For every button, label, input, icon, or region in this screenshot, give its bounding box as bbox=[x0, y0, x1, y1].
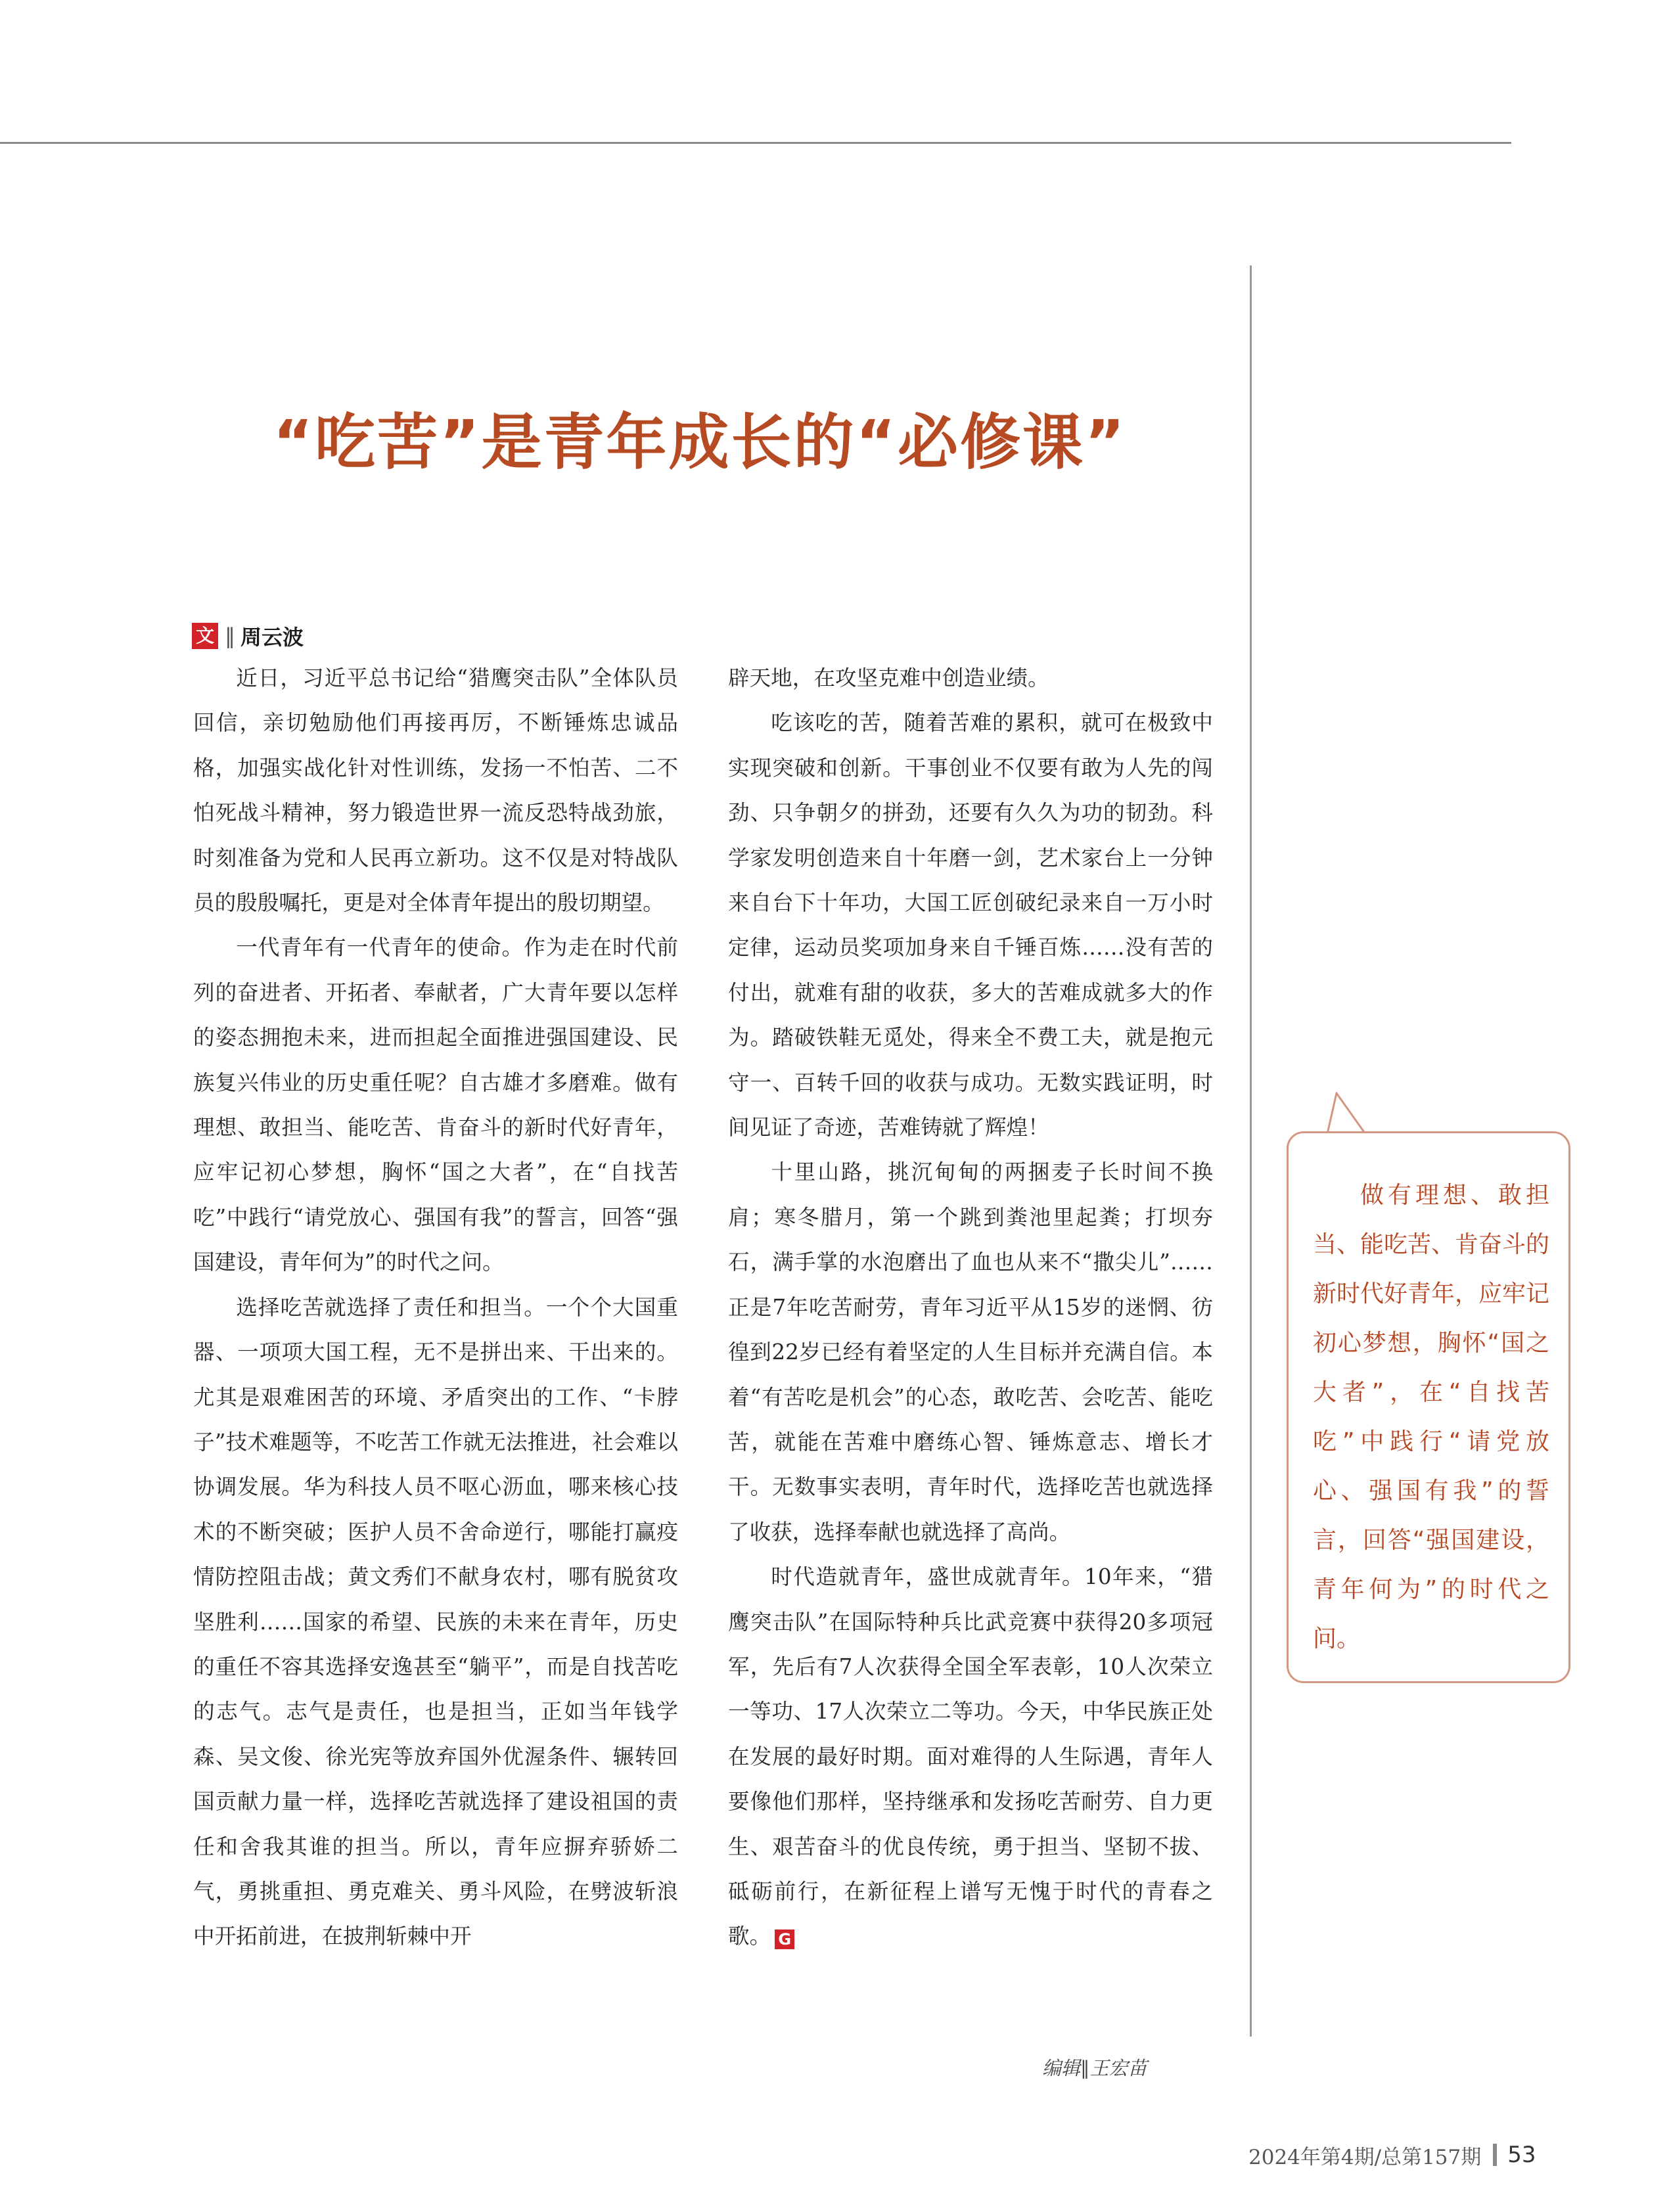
end-mark-icon: G bbox=[775, 1930, 794, 1949]
page-number: 53 bbox=[1507, 2142, 1536, 2168]
last-paragraph-text: 时代造就青年，盛世成就青年。10年来，“猎鹰突击队”在国际特种兵比武竞赛中获得20多项冠军，先后有7人次获得全国全军表彰，10人次荣立一等功、17人次荣立二等功。今天，中华民族正处在发展的最好时期。面对难得的人生际遇，青年人要像他们那样，坚持继承和发扬吃苦耐劳、自力更生、艰苦奋斗的优良传统，勇于担当、坚韧不拔、砥砺前行，在新征程上谱写无愧于时代的青春之歌。 bbox=[728, 1564, 1213, 1949]
paragraph: 吃该吃的苦，随着苦难的累积，就可在极致中实现突破和创新。干事创业不仅要有敢为人先的闯劲、只争朝夕的拼劲，还要有久久为功的韧劲。科学家发明创造来自十年磨一剑，艺术家台上一分钟来自台下十年功，大国工匠创破纪录来自一万小时定律，运动员奖项加身来自千锤百炼……没有苦的付出，就难有甜的收获，多大的苦难成就多大的作为。踏破铁鞋无觅处，得来全不费工夫，就是抱元守一、百转千回的收获与成功。无数实践证明，时间见证了奇迹，苦难铸就了辉煌！ bbox=[728, 710, 1213, 1140]
article-title: “吃苦”是青年成长的“必修课” bbox=[273, 407, 1127, 478]
top-rule bbox=[0, 142, 1511, 144]
paragraph-continued: 辟天地，在攻坚克难中创造业绩。 bbox=[728, 666, 1049, 690]
editor-credit: 编辑∥王宏苗 bbox=[1042, 2057, 1147, 2079]
paragraph bbox=[728, 1554, 1213, 1959]
footer-divider bbox=[1493, 2144, 1497, 2166]
speech-bubble-tail-icon bbox=[1326, 1092, 1367, 1134]
body-column-right bbox=[728, 656, 1213, 1959]
paragraph: 近日，习近平总书记给“猎鹰突击队”全体队员回信，亲切勉励他们再接再厉，不断锤炼忠诚品格，加强实战化针对性训练，发扬一不怕苦、二不怕死战斗精神，努力锻造世界一流反恐特战劲旅，时刻准备为党和人民再立新功。这不仅是对特战队员的殷殷嘱托，更是对全体青年提出的殷切期望。 bbox=[193, 666, 678, 916]
byline bbox=[192, 621, 304, 650]
byline-tag-icon: 文 bbox=[192, 623, 218, 649]
paragraph: 十里山路，挑沉甸甸的两捆麦子长时间不换肩；寒冬腊月，第一个跳到粪池里起粪；打坝夯石，满手掌的水泡磨出了血也从来不“撒尖儿”……正是7年吃苦耐劳，青年习近平从15岁的迷惘、彷徨到22岁已经有着坚定的人生目标并充满自信。本着“有苦吃是机会”的心态，敢吃苦、会吃苦、能吃苦，就能在苦难中磨练心智、锤炼意志、增长才干。无数事实表明，青年时代，选择吃苦也就选择了收获，选择奉献也就选择了高尚。 bbox=[728, 1160, 1213, 1545]
paragraph: 选择吃苦就选择了责任和担当。一个个大国重器、一项项大国工程，无不是拼出来、干出来的。尤其是艰难困苦的环境、矛盾突出的工作、“卡脖子”技术难题等，不吃苦工作就无法推进，社会难以协调发展。华为科技人员不呕心沥血，哪来核心技术的不断突破；医护人员不舍命逆行，哪能打赢疫情防控阻击战；黄文秀们不献身农村，哪有脱贫攻坚胜利……国家的希望、民族的未来在青年，历史的重任不容其选择安逸甚至“躺平”，而是自找苦吃的志气。志气是责任，也是担当，正如当年钱学森、吴文俊、徐光宪等放弃国外优渥条件、辗转回国贡献力量一样，选择吃苦就选择了建设祖国的责任和舍我其谁的担当。所以，青年应摒弃骄娇二气，勇挑重担、勇克难关、勇斗风险，在劈波斩浪中开拓前进，在披荆斩棘中开 bbox=[193, 1294, 678, 1949]
page-footer bbox=[1248, 2140, 1536, 2169]
body-column-left bbox=[193, 656, 678, 1959]
sidebar-divider bbox=[1250, 265, 1252, 2037]
pull-quote-text: 做有理想、敢担当、能吃苦、肯奋斗的新时代好青年，应牢记初心梦想，胸怀“国之大者”，在“自找苦吃”中践行“请党放心、强国有我”的誓言，回答“强国建设，青年何为”的时代之问。 bbox=[1313, 1182, 1550, 1652]
author-name: 周云波 bbox=[240, 625, 304, 650]
byline-separator: ‖ bbox=[225, 623, 235, 648]
paragraph: 一代青年有一代青年的使命。作为走在时代前列的奋进者、开拓者、奉献者，广大青年要以怎样的姿态拥抱未来，进而担起全面推进强国建设、民族复兴伟业的历史重任呢？自古雄才多磨难。做有理想、敢担当、能吃苦、肯奋斗的新时代好青年，应牢记初心梦想，胸怀“国之大者”，在“自找苦吃”中践行“请党放心、强国有我”的誓言，回答“强国建设，青年何为”的时代之问。 bbox=[193, 935, 678, 1275]
issue-info: 2024年第4期/总第157期 bbox=[1248, 2145, 1482, 2169]
